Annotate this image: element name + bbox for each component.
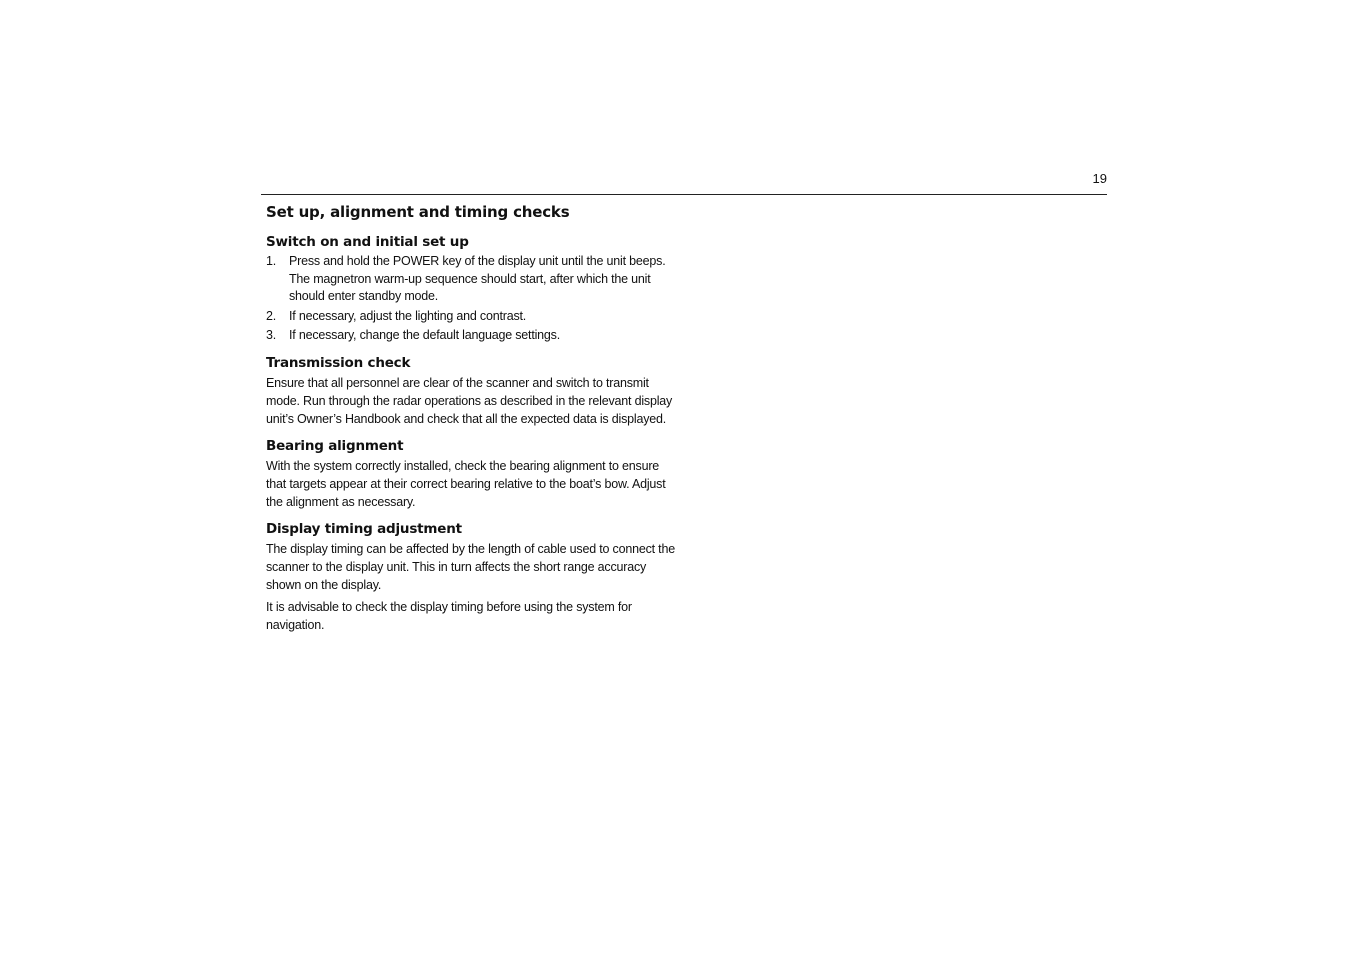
main-content bbox=[266, 203, 678, 644]
step-text: Press and hold the POWER key of the display unit until the unit beeps. The magnetron warm-up sequence should start, after which the unit should enter standby mode. bbox=[289, 254, 666, 303]
paragraph: The display timing can be affected by the length of cable used to connect the scanner to the display unit. This in turn affects the short range accuracy shown on the display. bbox=[266, 541, 675, 592]
list-item bbox=[266, 253, 678, 306]
page-number: 19 bbox=[1092, 171, 1107, 186]
section-switch-on bbox=[266, 234, 678, 345]
paragraph: With the system correctly installed, check the bearing alignment to ensure that targets appear at their correct bearing relative to the boat’s bow. Adjust the alignment as necessary. bbox=[266, 458, 666, 509]
header-rule bbox=[261, 194, 1107, 195]
paragraph: It is advisable to check the display timing before using the system for navigation. bbox=[266, 599, 632, 632]
section-heading: Display timing adjustment bbox=[266, 520, 462, 537]
section-transmission-check bbox=[266, 355, 678, 428]
step-number: 1. bbox=[266, 254, 277, 268]
list-item bbox=[266, 327, 678, 345]
list-item bbox=[266, 308, 678, 326]
step-number: 3. bbox=[266, 328, 277, 342]
section-heading: Switch on and initial set up bbox=[266, 234, 469, 250]
steps-list bbox=[266, 253, 678, 345]
page-title: Set up, alignment and timing checks bbox=[266, 203, 570, 221]
paragraph: Ensure that all personnel are clear of the scanner and switch to transmit mode. Run through the radar operations as described in the relevant display unit’s Owner’s Handbook and check that all the expected data is displayed. bbox=[266, 375, 673, 426]
step-text: If necessary, adjust the lighting and contrast. bbox=[289, 308, 527, 323]
step-number: 2. bbox=[266, 308, 277, 323]
step-text: If necessary, change the default language settings. bbox=[289, 328, 561, 342]
section-bearing-alignment bbox=[266, 438, 678, 511]
section-heading: Transmission check bbox=[266, 354, 411, 371]
section-display-timing bbox=[266, 521, 678, 634]
section-heading: Bearing alignment bbox=[266, 437, 404, 454]
